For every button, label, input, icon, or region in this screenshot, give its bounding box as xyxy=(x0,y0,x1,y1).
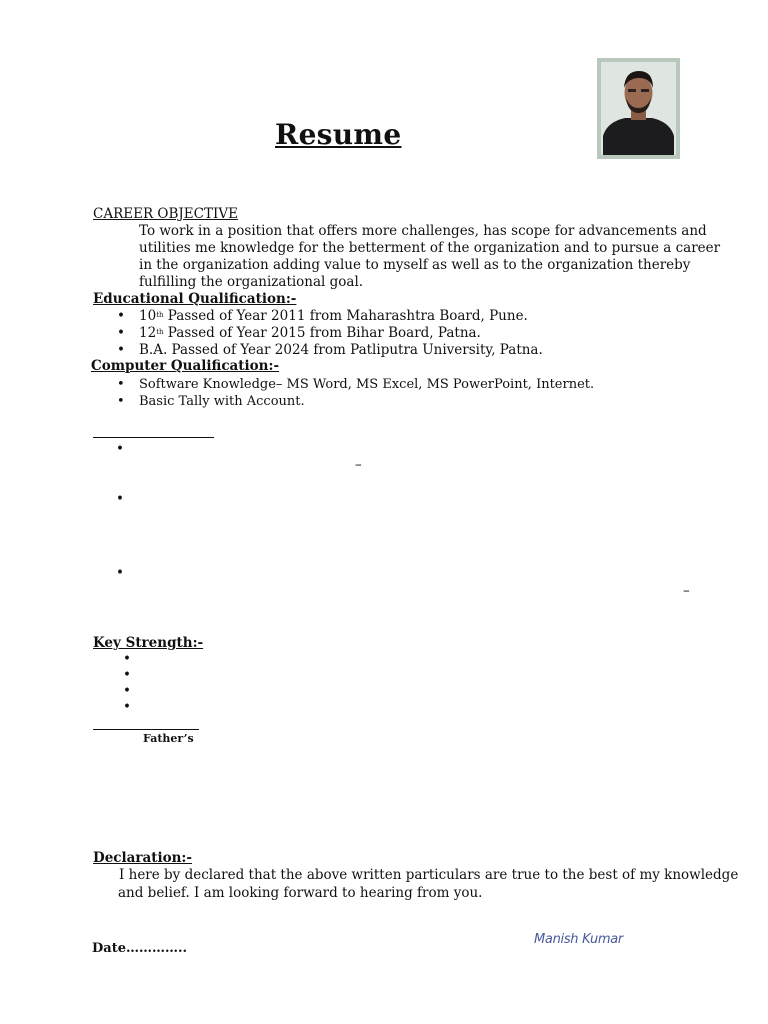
dash-mark: – xyxy=(355,457,362,473)
career-line: To work in a position that offers more challenges, has scope for advancements and xyxy=(139,223,707,239)
empty-bullet: • xyxy=(123,683,131,699)
career-objective-heading: CAREER OBJECTIVE xyxy=(93,206,238,222)
page-title: Resume xyxy=(275,118,402,151)
person-photo-image xyxy=(597,58,680,159)
career-line: in the organization adding value to myself as well as to the organization thereby xyxy=(139,257,691,273)
section-underline xyxy=(93,437,214,438)
section-underline xyxy=(93,729,199,730)
signature: Manish Kumar xyxy=(534,932,623,947)
father-label: Father’s xyxy=(143,732,194,745)
empty-bullet: • xyxy=(116,565,124,581)
computer-heading: Computer Qualification:- xyxy=(91,358,280,374)
computer-item: • Software Knowledge– MS Word, MS Excel, MS PowerPoint, Internet. xyxy=(139,376,594,393)
profile-photo xyxy=(597,58,680,159)
declaration-heading: Declaration:- xyxy=(93,850,193,866)
empty-bullet: • xyxy=(116,491,124,507)
education-heading: Educational Qualification:- xyxy=(93,291,297,307)
empty-bullet: • xyxy=(123,651,131,667)
empty-bullet: • xyxy=(123,667,131,683)
declaration-line: and belief. I am looking forward to hearing from you. xyxy=(118,885,483,901)
declaration-line: I here by declared that the above written particulars are true to the best of my knowledge xyxy=(119,867,739,883)
career-line: utilities me knowledge for the betterment of the organization and to pursue a career xyxy=(139,240,721,256)
education-item: • 10th Passed of Year 2011 from Maharashtra Board, Pune. xyxy=(139,308,528,325)
empty-bullet: • xyxy=(116,441,124,457)
empty-bullet: • xyxy=(123,699,131,715)
career-objective-text xyxy=(139,223,720,291)
key-strength-heading: Key Strength:- xyxy=(93,635,204,651)
education-item: • 12th Passed of Year 2015 from Bihar Board, Patna. xyxy=(139,325,481,342)
date-label: Date………….. xyxy=(92,941,188,956)
education-item: • B.A. Passed of Year 2024 from Patliputra University, Patna. xyxy=(139,342,543,359)
dash-mark: – xyxy=(683,583,690,599)
career-line: fulfilling the organizational goal. xyxy=(139,274,364,290)
computer-item: • Basic Tally with Account. xyxy=(139,393,305,410)
